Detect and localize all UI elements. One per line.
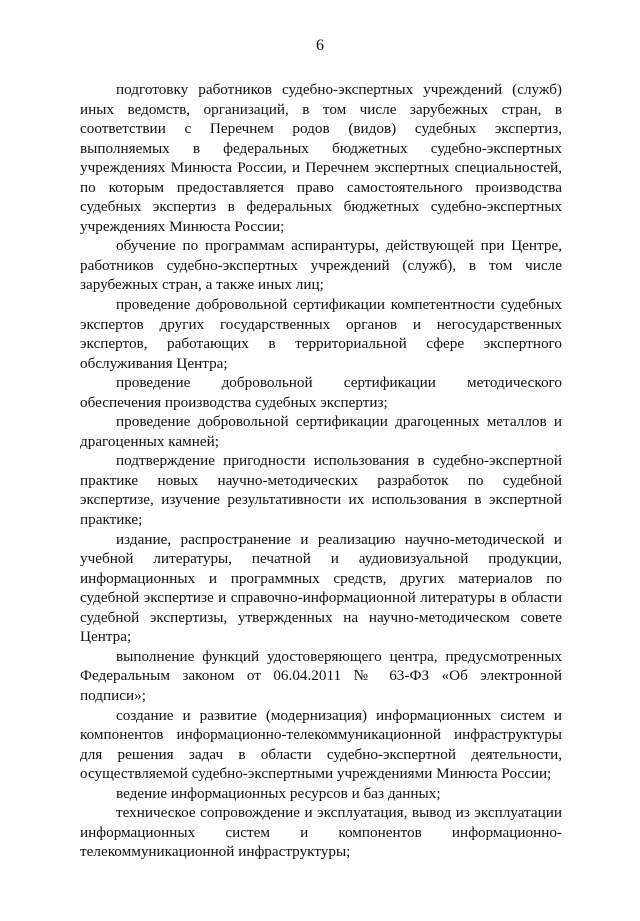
document-body <box>80 80 562 862</box>
paragraph-publishing: издание, распространение и реализацию научно-методической и учебной литературы, печатной и аудиовизуальной продукции, информационных и программных средств, других материалов по судебной экспертизе и справочно-информационной литературы в области судебной экспертизы, утвержденных на научно-методическом совете Центра; <box>80 530 562 646</box>
paragraph-databases: ведение информационных ресурсов и баз данных; <box>116 784 441 802</box>
paragraph-technical-support: техническое сопровождение и эксплуатация, вывод из эксплуатации информационных систем и компонентов информационно-телекоммуникационной инфраструктуры; <box>80 804 562 861</box>
paragraph-information-systems: создание и развитие (модернизация) информационных систем и компонентов информационно-телекоммуникационной инфраструктуры для решения задач в области судебно-экспертной деятельности, осуществляемой судебно-экспертными учреждениями Минюста России; <box>80 706 562 783</box>
paragraph-postgraduate-training: обучение по программам аспирантуры, действующей при Центре, работников судебно-экспертных учреждений (служб), в том числе зарубежных стран, а также иных лиц; <box>80 237 562 294</box>
paragraph-expert-training: подготовку работников судебно-экспертных учреждений (служб) иных ведомств, организаций, в том числе зарубежных стран, в соответствии с Перечнем родов (видов) судебных экспертиз, выполняемых в федеральных бюджетных судебно-экспертных учреждениях Минюста России, и Перечнем экспертных специальностей, по которым предоставляется право самостоятельного производства судебных экспертиз в федеральных бюджетных судебно-экспертных учреждениях Минюста России; <box>80 81 562 235</box>
paragraph-method-validation: подтверждение пригодности использования в судебно-экспертной практике новых научно-методических разработок по судебной экспертизе, изучение результативности их использования в экспертной практике; <box>80 452 562 529</box>
paragraph-certification-authority: выполнение функций удостоверяющего центра, предусмотренных Федеральным законом от 06.04.2011 № 63-ФЗ «Об электронной подписи»; <box>80 647 562 704</box>
paragraph-expert-certification: проведение добровольной сертификации компетентности судебных экспертов других государственных органов и негосударственных экспертов, работающих в территориальной сфере экспертного обслуживания Центра; <box>80 296 562 372</box>
page-number: 6 <box>316 37 324 54</box>
paragraph-precious-metals-certification: проведение добровольной сертификации драгоценных металлов и драгоценных камней; <box>80 413 562 450</box>
paragraph-methodology-certification: проведение добровольной сертификации методического обеспечения производства судебных экспертиз; <box>80 374 562 411</box>
